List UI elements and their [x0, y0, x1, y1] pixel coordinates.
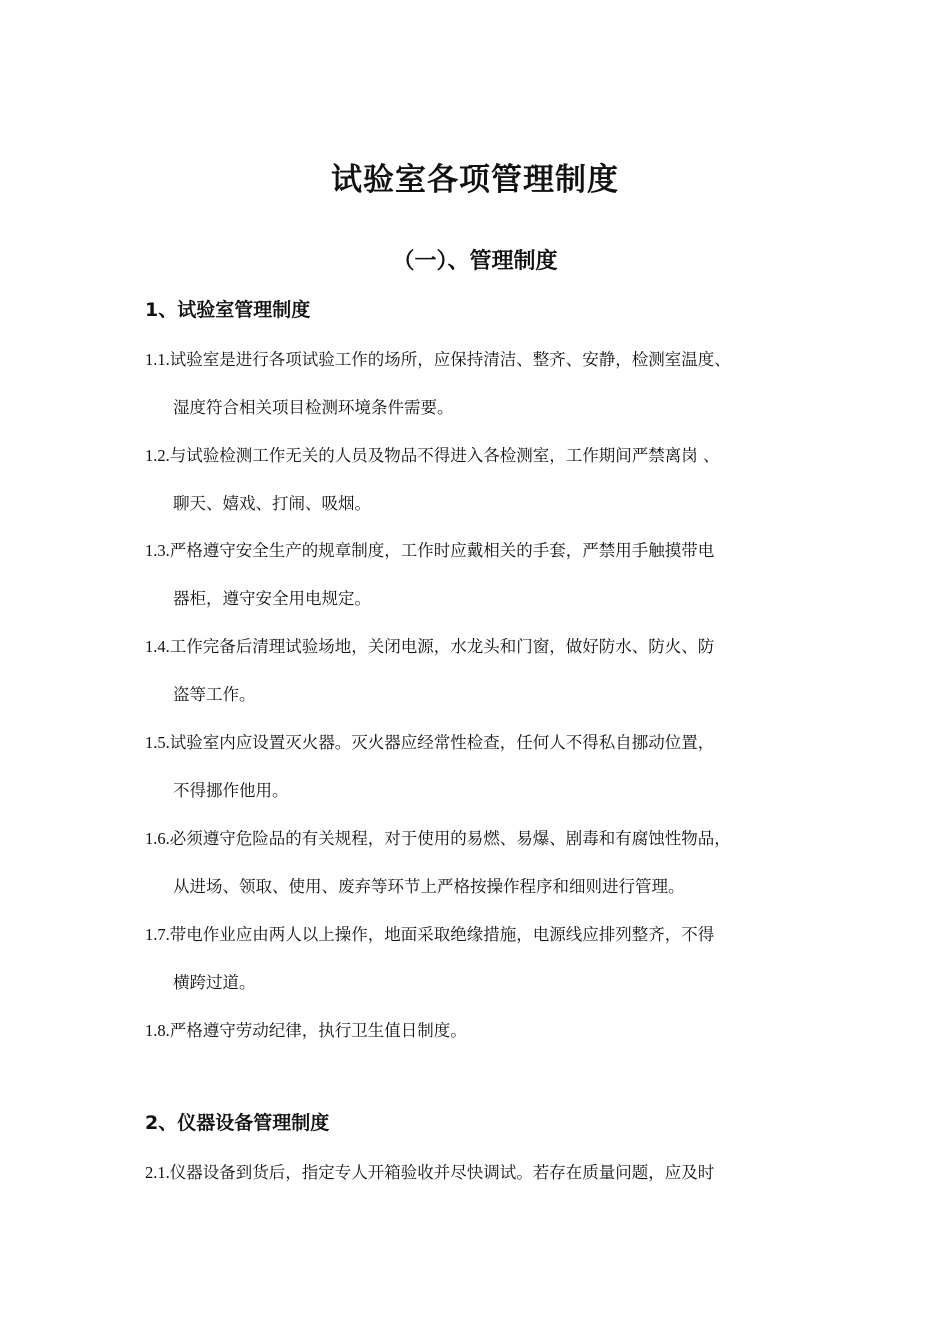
section-title: （一）、管理制度	[392, 249, 558, 274]
rule-text: 试验室是进行各项试验工作的场所，应保持清洁、整齐、安静，检测室温度、	[169, 350, 731, 369]
rule-item-1-4	[145, 623, 825, 719]
rule-text-continued: 器柜，遵守安全用电规定。	[173, 589, 371, 608]
rule-text: 仪器设备到货后，指定专人开箱验收并尽快调试。若存在质量问题，应及时	[169, 1163, 715, 1182]
rule-text: 试验室内应设置灭火器。灭火器应经常性检查，任何人不得私自挪动位置，	[169, 733, 715, 752]
rule-text: 严格遵守劳动纪律，执行卫生值日制度。	[169, 1021, 467, 1040]
rule-item-1-7	[145, 911, 825, 1007]
rule-text: 工作完备后清理试验场地，关闭电源，水龙头和门窗，做好防水、防火、防	[169, 637, 715, 656]
subsection-heading-lab-management: 1、试验室管理制度	[145, 299, 311, 321]
rule-item-1-6	[145, 815, 825, 911]
rule-text: 严格遵守安全生产的规章制度，工作时应戴相关的手套，严禁用手触摸带电	[169, 541, 715, 560]
subsection-heading-equipment-management: 2、仪器设备管理制度	[145, 1112, 330, 1134]
rule-text: 必须遵守危险品的有关规程，对于使用的易燃、易爆、剧毒和有腐蚀性物品，	[169, 829, 731, 848]
rule-text-continued: 从进场、领取、使用、废弃等环节上严格按操作程序和细则进行管理。	[173, 877, 685, 896]
rule-text: 带电作业应由两人以上操作，地面采取绝缘措施，电源线应排列整齐，不得	[169, 925, 715, 944]
document-title: 试验室各项管理制度	[331, 162, 619, 198]
rule-text-continued: 不得挪作他用。	[173, 781, 289, 800]
rule-text-continued: 湿度符合相关项目检测环境条件需要。	[173, 398, 454, 417]
rule-item-1-3	[145, 527, 825, 623]
rule-number: 2.1.	[145, 1163, 170, 1182]
rule-number: 1.8.	[145, 1021, 170, 1040]
rule-number: 1.2.	[145, 446, 170, 465]
rule-number: 1.7.	[145, 925, 170, 944]
rule-item-1-8	[145, 1007, 825, 1055]
rule-item-1-5	[145, 719, 825, 815]
rule-text-continued: 盗等工作。	[173, 685, 256, 704]
rule-item-1-2	[145, 432, 825, 528]
rule-text-continued: 横跨过道。	[173, 973, 256, 992]
rule-number: 1.6.	[145, 829, 170, 848]
rule-number: 1.5.	[145, 733, 170, 752]
rule-item-1-1	[145, 336, 825, 432]
rule-item-2-1	[145, 1149, 825, 1197]
rule-number: 1.4.	[145, 637, 170, 656]
rule-number: 1.3.	[145, 541, 170, 560]
rule-number: 1.1.	[145, 350, 170, 369]
rule-text: 与试验检测工作无关的人员及物品不得进入各检测室，工作期间严禁离岗 、	[169, 446, 720, 465]
rule-text-continued: 聊天、嬉戏、打闹、吸烟。	[173, 494, 371, 513]
